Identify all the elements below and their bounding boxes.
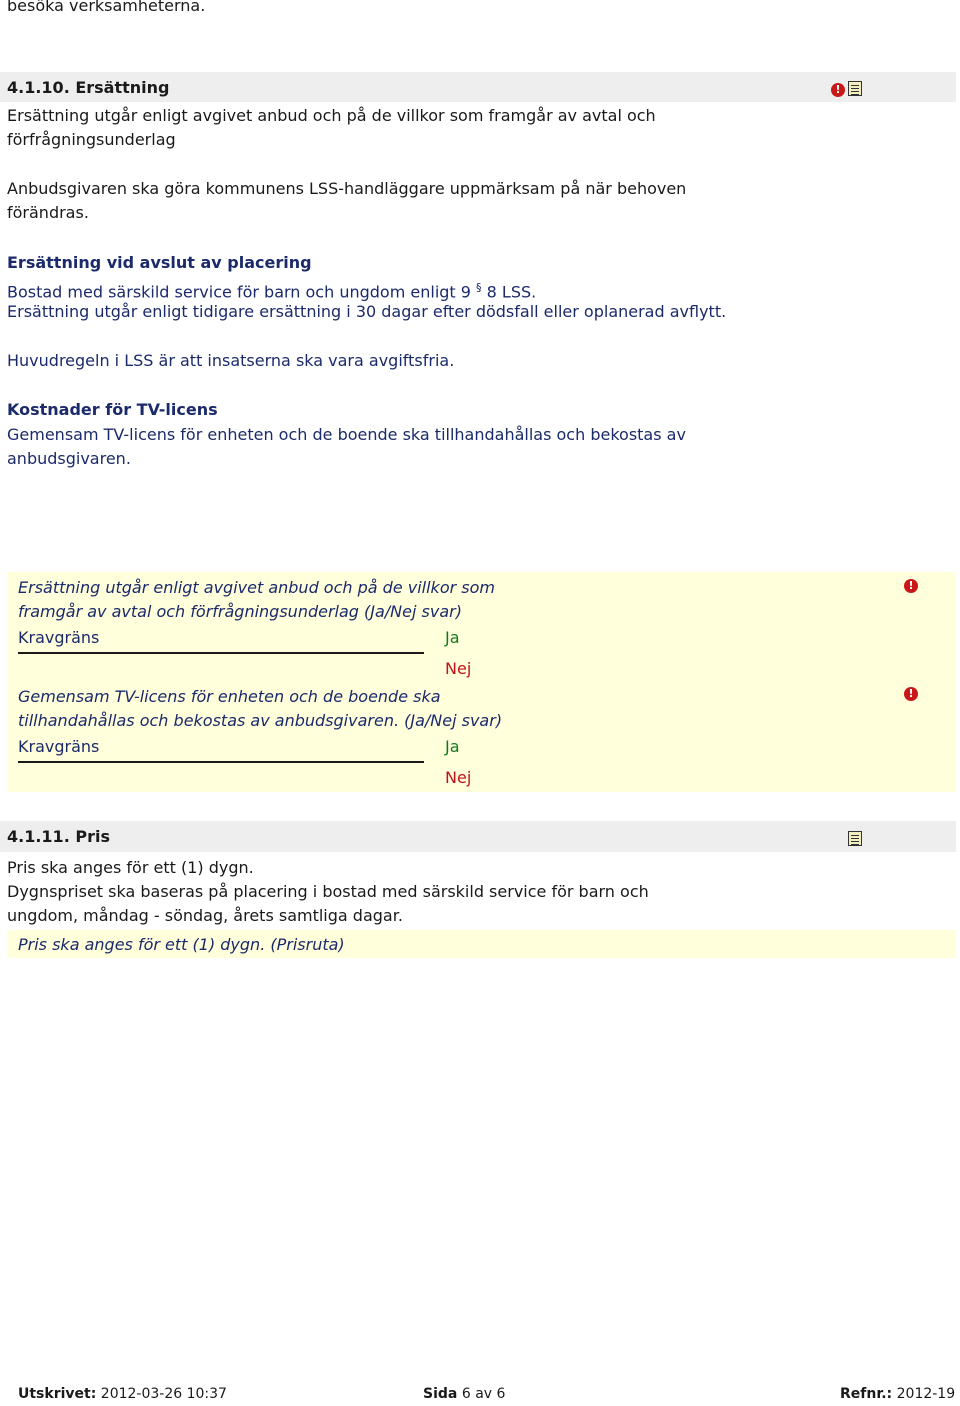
subsection-title: Kostnader för TV-licens [7,400,218,419]
requirement-text: Gemensam TV-licens för enheten och de boende ska [18,687,441,706]
requirements-box [8,572,956,792]
subsection-text: Huvudregeln i LSS är att insatserna ska vara avgiftsfria. [7,351,455,370]
section-header-4111 [0,821,956,852]
document-icon[interactable] [848,831,862,846]
warning-icon[interactable]: ! [904,687,918,701]
subsection-text: Ersättning utgår enligt tidigare ersättning i 30 dagar efter dödsfall eller oplanerad avflytt. [7,302,727,321]
requirement-text: framgår av avtal och förfrågningsunderlag (Ja/Nej svar) [18,602,462,621]
subsection-title: Ersättning vid avslut av placering [7,253,312,272]
body-text: Ersättning utgår enligt avgivet anbud och på de villkor som framgår av avtal och [7,106,656,125]
answer-no[interactable]: Nej [445,659,472,678]
answer-field[interactable] [18,652,424,654]
answer-field[interactable] [18,761,424,763]
section-heading: 4.1.11. Pris [7,827,110,846]
price-field-box[interactable] [8,930,956,958]
answer-yes[interactable]: Ja [445,628,460,647]
subsection-text: anbudsgivaren. [7,449,131,468]
answer-yes[interactable]: Ja [445,737,460,756]
body-text: ungdom, måndag - söndag, årets samtliga dagar. [7,906,403,925]
price-field-label: Pris ska anges för ett (1) dygn. (Prisruta) [18,935,345,954]
body-text: förfrågningsunderlag [7,130,176,149]
requirement-text: Ersättning utgår enligt avgivet anbud och på de villkor som [18,578,495,597]
requirement-text: tillhandahållas och bekostas av anbudsgivaren. (Ja/Nej svar) [18,711,503,730]
warning-icon[interactable]: ! [831,83,845,97]
section-header-4110 [0,72,956,102]
kravgrans-label: Kravgräns [18,737,100,756]
top-line: besöka verksamheterna. [7,0,206,15]
footer-printed: Utskrivet: 2012-03-26 10:37 [18,1386,227,1402]
body-text: Dygnspriset ska baseras på placering i bostad med särskild service för barn och [7,882,649,901]
section-heading: 4.1.10. Ersättning [7,78,170,97]
subsection-text: Gemensam TV-licens för enheten och de boende ska tillhandahållas och bekostas av [7,425,686,444]
warning-icon[interactable]: ! [904,579,918,593]
body-text: Pris ska anges för ett (1) dygn. [7,858,254,877]
footer-page: Sida 6 av 6 [423,1386,506,1402]
body-text: Anbudsgivaren ska göra kommunens LSS-handläggare uppmärksam på när behoven [7,179,687,198]
footer-refnr: Refnr.: 2012-19 [840,1386,956,1402]
answer-no[interactable]: Nej [445,768,472,787]
kravgrans-label: Kravgräns [18,628,100,647]
subsection-text: Bostad med särskild service för barn och ungdom enligt 9 § 8 LSS. [7,281,537,302]
document-icon[interactable] [848,81,862,96]
body-text: förändras. [7,203,89,222]
